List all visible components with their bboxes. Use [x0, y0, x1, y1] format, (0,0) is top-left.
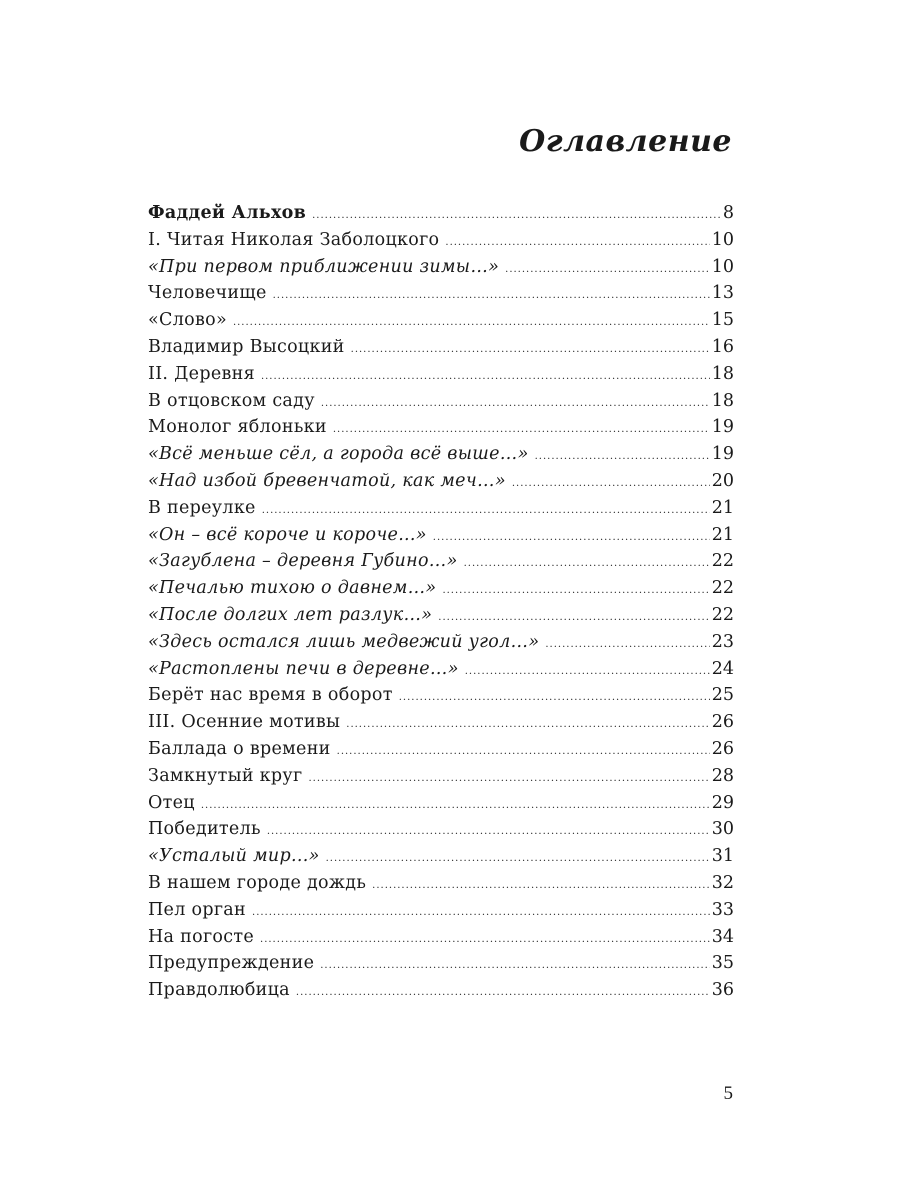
toc-entry: [148, 873, 734, 900]
toc-entry-title: В отцовском саду: [148, 390, 315, 411]
toc-entry-title: Баллада о времени: [148, 738, 331, 759]
toc-entry: [148, 444, 734, 471]
table-of-contents: [148, 203, 734, 1007]
toc-entry-title: «Растоплены печи в деревне…»: [148, 658, 459, 679]
toc-entry-title: Правдолюбица: [148, 980, 290, 1001]
toc-entry: [148, 283, 734, 310]
toc-entry: [148, 525, 734, 552]
dot-leader: [445, 237, 709, 248]
dot-leader: [545, 639, 709, 650]
toc-entry-page: 21: [711, 497, 734, 518]
toc-entry: [148, 203, 734, 230]
toc-entry-title: «При первом приближении зимы…»: [148, 256, 500, 277]
toc-entry: [148, 364, 734, 391]
toc-entry-page: 22: [711, 578, 734, 599]
toc-entry: [148, 659, 734, 686]
dot-leader: [433, 532, 710, 543]
toc-entry: [148, 846, 734, 873]
dot-leader: [399, 692, 710, 703]
dot-leader: [438, 612, 709, 623]
dot-leader: [505, 264, 710, 275]
toc-entry-title: II. Деревня: [148, 363, 255, 384]
toc-entry-title: Человечище: [148, 283, 267, 304]
toc-entry-title: «Над избой бревенчатой, как меч…»: [148, 470, 506, 491]
dot-leader: [337, 746, 710, 757]
toc-entry-title: Предупреждение: [148, 953, 315, 974]
dot-leader: [320, 960, 709, 971]
toc-entry-title: «Здесь остался лишь медвежий угол…»: [148, 631, 540, 652]
dot-leader: [262, 505, 710, 516]
toc-entry: [148, 310, 734, 337]
dot-leader: [273, 290, 710, 301]
toc-entry-page: 20: [711, 470, 734, 491]
toc-entry-title: III. Осенние мотивы: [148, 712, 341, 733]
toc-entry-page: 23: [711, 631, 734, 652]
toc-entry: [148, 257, 734, 284]
toc-entry-page: 18: [711, 363, 734, 384]
toc-entry-page: 30: [711, 819, 734, 840]
toc-entry: [148, 900, 734, 927]
toc-entry-title: В нашем городе дождь: [148, 872, 367, 893]
dot-leader: [442, 585, 709, 596]
toc-entry: [148, 471, 734, 498]
toc-entry-page: 32: [711, 872, 734, 893]
toc-entry: [148, 953, 734, 980]
toc-entry-title: «Усталый мир...»: [148, 846, 320, 867]
toc-entry: [148, 417, 734, 444]
dot-leader: [233, 317, 710, 328]
toc-entry-title: Берёт нас время в оборот: [148, 685, 393, 706]
toc-entry-page: 31: [711, 846, 734, 867]
toc-entry: [148, 391, 734, 418]
toc-entry-page: 34: [711, 926, 734, 947]
toc-entry: [148, 739, 734, 766]
page-title: Оглавление: [519, 124, 732, 159]
dot-leader: [201, 800, 710, 811]
toc-entry-page: 18: [711, 390, 734, 411]
toc-entry-page: 19: [711, 417, 734, 438]
toc-entry-page: 22: [711, 604, 734, 625]
dot-leader: [464, 558, 710, 569]
dot-leader: [372, 880, 710, 891]
toc-entry-title: Победитель: [148, 819, 261, 840]
toc-entry: [148, 230, 734, 257]
toc-entry-page: 10: [711, 256, 734, 277]
dot-leader: [260, 934, 710, 945]
toc-entry-title: Владимир Высоцкий: [148, 336, 345, 357]
dot-leader: [309, 773, 710, 784]
toc-entry-title: Монолог яблоньки: [148, 417, 327, 438]
toc-entry-title: Замкнутый круг: [148, 765, 303, 786]
toc-entry-title: Отец: [148, 792, 195, 813]
toc-entry: [148, 980, 734, 1007]
toc-entry-title: «Печалью тихою о давнем…»: [148, 578, 437, 599]
toc-entry-page: 22: [711, 551, 734, 572]
toc-entry-title: I. Читая Николая Заболоцкого: [148, 229, 440, 250]
toc-entry-title: В переулке: [148, 497, 256, 518]
toc-entry-page: 26: [711, 712, 734, 733]
dot-leader: [346, 719, 709, 730]
toc-entry-title: «Загублена – деревня Губино…»: [148, 551, 458, 572]
toc-entry: [148, 578, 734, 605]
toc-entry-page: 15: [711, 310, 734, 331]
toc-entry-page: 16: [711, 336, 734, 357]
toc-entry: [148, 337, 734, 364]
dot-leader: [465, 666, 710, 677]
page-number: 5: [723, 1083, 733, 1104]
toc-entry-page: 28: [711, 765, 734, 786]
toc-entry-title: «Всё меньше сёл, а города всё выше…»: [148, 444, 529, 465]
toc-entry-page: 36: [711, 980, 734, 1001]
dot-leader: [312, 210, 721, 221]
toc-entry-page: 8: [722, 203, 734, 223]
toc-entry: [148, 498, 734, 525]
toc-entry-page: 19: [711, 444, 734, 465]
dot-leader: [351, 344, 710, 355]
toc-entry-title: Пел орган: [148, 899, 247, 920]
dot-leader: [321, 398, 710, 409]
toc-entry-title: Фаддей Альхов: [148, 203, 307, 223]
dot-leader: [261, 371, 710, 382]
toc-entry: [148, 927, 734, 954]
toc-entry-title: «Он – всё короче и короче...»: [148, 524, 427, 545]
toc-entry-page: 35: [711, 953, 734, 974]
toc-entry: [148, 819, 734, 846]
toc-entry: [148, 712, 734, 739]
dot-leader: [326, 853, 710, 864]
toc-entry-page: 21: [711, 524, 734, 545]
toc-entry-title: «Слово»: [148, 310, 227, 331]
dot-leader: [535, 451, 710, 462]
toc-entry: [148, 793, 734, 820]
toc-entry: [148, 766, 734, 793]
toc-entry-page: 10: [711, 229, 734, 250]
toc-entry-page: 13: [711, 283, 734, 304]
toc-entry-page: 26: [711, 738, 734, 759]
dot-leader: [512, 478, 710, 489]
dot-leader: [252, 907, 710, 918]
dot-leader: [267, 826, 710, 837]
toc-entry-page: 29: [711, 792, 734, 813]
toc-entry-title: «После долгих лет разлук…»: [148, 604, 433, 625]
toc-entry-page: 25: [711, 685, 734, 706]
toc-entry-title: На погосте: [148, 926, 255, 947]
dot-leader: [296, 987, 710, 998]
toc-entry: [148, 685, 734, 712]
dot-leader: [333, 424, 710, 435]
toc-entry-page: 33: [711, 899, 734, 920]
toc-entry: [148, 605, 734, 632]
toc-entry-page: 24: [711, 658, 734, 679]
toc-entry: [148, 551, 734, 578]
toc-entry: [148, 632, 734, 659]
